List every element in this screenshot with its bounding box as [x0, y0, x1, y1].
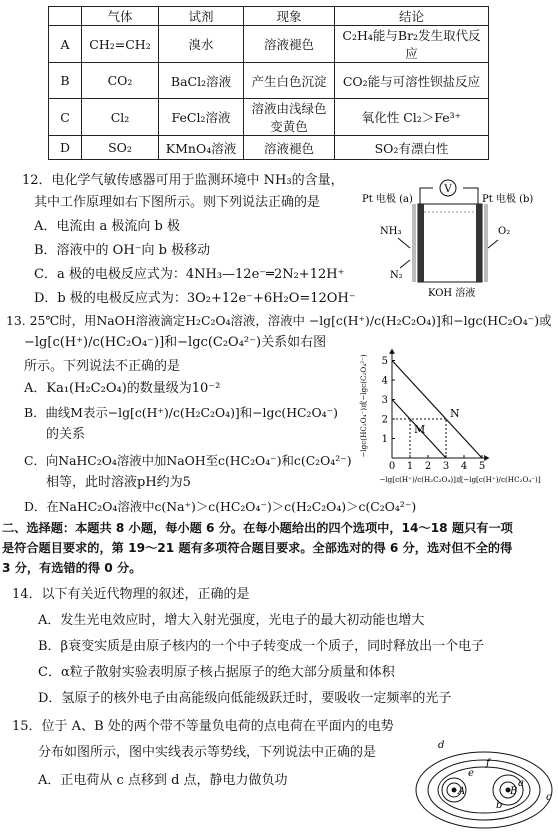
membrane-a: [412, 204, 416, 282]
table-cell: CH₂=CH₂: [82, 26, 159, 63]
table-cell: 溶液由浅绿色 变黄色: [244, 99, 335, 136]
x-tick-label: 1: [406, 461, 414, 472]
electrode-b: [476, 204, 482, 282]
x-tick-label: 2: [424, 461, 432, 472]
table-cell: C₂H₄能与Br₂发生取代反应: [335, 26, 489, 63]
y-axis-label: −lgc(HC₂O₄⁻)或−lgc(C₂O₄²⁻): [359, 354, 368, 458]
q13-stem-line3: 所示。下列说法不正确的是: [24, 359, 181, 374]
table-row: [49, 99, 489, 136]
right-electrode-label: Pt 电极 (b): [482, 194, 534, 205]
table-row: [49, 136, 489, 160]
titration-chart: [356, 336, 556, 486]
series-line-N: [392, 361, 482, 459]
y-tick-label: 2: [381, 414, 388, 426]
y-tick-label: 4: [381, 375, 388, 387]
equipotential-line: [416, 752, 552, 828]
point-label: M: [414, 423, 426, 436]
y-tick-label: 1: [381, 434, 388, 445]
q13-option-b-line2: 的关系: [46, 427, 86, 442]
table-header-cell: [49, 7, 82, 26]
x-tick-label: 3: [442, 461, 450, 472]
table-cell: FeCl₂溶液: [159, 99, 244, 136]
q13-option-b-line1: B．曲线M表示−lg[c(H⁺)/c(H₂C₂O₄)]和−lgc(HC₂O₄⁻): [24, 405, 338, 420]
table-row: [49, 26, 489, 63]
table-cell: BaCl₂溶液: [159, 63, 244, 99]
q12-option-a: A．电流由 a 极流向 b 极: [34, 219, 180, 234]
table-cell: 产生白色沉淀: [244, 63, 335, 99]
membrane-b: [484, 204, 488, 282]
section2-line2: 是符合题目要求的，第 19～21 题有多项符合题目要求。全部选对的得 6 分，选对但不全的得: [2, 541, 513, 555]
experiment-table: [48, 6, 489, 160]
q12-option-d: D．b 极的电极反应式为：3O₂+12e⁻+6H₂O=12OH⁻: [34, 291, 356, 306]
charge-a-dot: [452, 788, 457, 793]
q14-option-d: D．氢原子的核外电子由高能级向低能级跃迁时，要吸收一定频率的光子: [38, 691, 452, 706]
x-tick-label: 4: [460, 461, 468, 472]
o2-label: O₂: [498, 226, 511, 237]
q13-option-c-line2: 相等，此时溶液pH约为5: [46, 475, 191, 490]
table-cell: CO₂: [82, 63, 159, 99]
q15-stem-line1: 15．位于 A、B 处的两个带不等量负电荷的点电荷在平面内的电势: [12, 719, 394, 734]
table-cell: 溴水: [159, 26, 244, 63]
x-axis-label: −lg[c(H⁺)/c(H₂C₂O₄)]或−lg[c(H⁺)/c(HC₂O₄⁻)]: [379, 475, 541, 484]
q12-stem-line2: 其中工作原理如右下图所示。则下列说法正确的是: [34, 195, 321, 210]
point-a-label: a: [518, 778, 524, 789]
table-cell: D: [49, 136, 82, 160]
table-header-cell: 气体: [82, 7, 159, 26]
n2-label: N₂: [390, 270, 403, 281]
table-header-cell: 现象: [244, 7, 335, 26]
table-cell: KMnO₄溶液: [159, 136, 244, 160]
point-c-label: c: [546, 792, 552, 803]
koh-label: KOH 溶液: [428, 288, 476, 299]
voltmeter-label: V: [444, 184, 452, 195]
x-tick-label: 5: [478, 461, 486, 472]
point-label: N: [450, 407, 460, 420]
y-tick-label: 3: [381, 395, 388, 406]
point-e-label: e: [468, 768, 474, 779]
y-axis-arrow: [389, 349, 395, 354]
table-cell: SO₂有漂白性: [335, 136, 489, 160]
nh3-label: NH₃: [380, 226, 402, 237]
q14-option-b: B．β衰变实质是由原子核内的一个中子转变成一个质子，同时释放出一个电子: [38, 639, 485, 654]
table-cell: 溶液褪色: [244, 26, 335, 63]
point-b-label: b: [496, 800, 503, 811]
q15-stem-line2: 分布如图所示，图中实线表示等势线，下列说法中正确的是: [38, 745, 377, 760]
charge-a-label: A: [458, 786, 466, 797]
q12-option-c: C．a 极的电极反应式为：4NH₃—12e⁻═2N₂+12H⁺: [34, 267, 345, 282]
nh3-arrow: [398, 238, 410, 248]
table-row: [49, 63, 489, 99]
section2-line3: 3 分，有选错的得 0 分。: [2, 561, 142, 575]
q13-option-a: A．Ka₁(H₂C₂O₄)的数量级为10⁻²: [24, 381, 221, 396]
x-tick-label: 0: [388, 461, 396, 472]
q13-option-c-line1: C．向NaHC₂O₄溶液中加NaOH至c(HC₂O₄⁻)和c(C₂O₄²⁻): [24, 453, 352, 468]
cell-container: [418, 204, 482, 282]
table-header-row: [49, 7, 489, 26]
charge-b-label: B: [510, 786, 518, 797]
point-d-label: d: [438, 740, 445, 751]
left-electrode-label: Pt 电极 (a): [362, 194, 413, 205]
o2-arrow: [488, 240, 498, 248]
q14-option-a: A．发生光电效应时，增大入射光强度，光电子的最大初动能也增大: [38, 613, 425, 628]
table-header-cell: 结论: [335, 7, 489, 26]
table-cell: SO₂: [82, 136, 159, 160]
table-cell: 溶液褪色: [244, 136, 335, 160]
q12-option-b: B．溶液中的 OH⁻向 b 极移动: [34, 243, 211, 258]
n2-arrow: [400, 260, 410, 268]
table-cell: Cl₂: [82, 99, 159, 136]
section2-line1: 二、选择题：本题共 8 小题，每小题 6 分。在每小题给出的四个选项中，14～18 题只有一项: [2, 521, 513, 535]
y-tick-label: 5: [381, 356, 388, 367]
table-cell: 氧化性 Cl₂＞Fe³⁺: [335, 99, 489, 136]
q13-stem-line2: −lg[c(H⁺)/c(HC₂O₄⁻)]和−lgc(C₂O₄²⁻)关系如右图: [24, 335, 327, 350]
table-header-cell: 试剂: [159, 7, 244, 26]
q13-stem-line1: 13. 25℃时，用NaOH溶液滴定H₂C₂O₄溶液，溶液中 −lg[c(H⁺)/c(H₂C₂O₄)]和−lgc(HC₂O₄⁻)或: [6, 313, 552, 328]
equipotential-diagram: [410, 736, 556, 832]
table-cell: B: [49, 63, 82, 99]
sensor-diagram: [358, 178, 534, 299]
q13-option-d: D．在NaHC₂O₄溶液中c(Na⁺)＞c(HC₂O₄⁻)＞c(H₂C₂O₄)＞c(C₂O₄²⁻): [24, 499, 417, 514]
q14-stem: 14．以下有关近代物理的叙述，正确的是: [12, 587, 250, 602]
table-cell: A: [49, 26, 82, 63]
table-cell: CO₂能与可溶性钡盐反应: [335, 63, 489, 99]
table-cell: C: [49, 99, 82, 136]
q15-option-a: A．正电荷从 c 点移到 d 点，静电力做负功: [38, 773, 288, 788]
electrode-a: [418, 204, 424, 282]
q14-option-c: C．α粒子散射实验表明原子核占据原子的绝大部分质量和体积: [38, 665, 395, 680]
point-f-label: f: [486, 758, 490, 769]
q12-stem-line1: 12．电化学气敏传感器可用于监测环境中 NH₃的含量，: [22, 173, 344, 188]
